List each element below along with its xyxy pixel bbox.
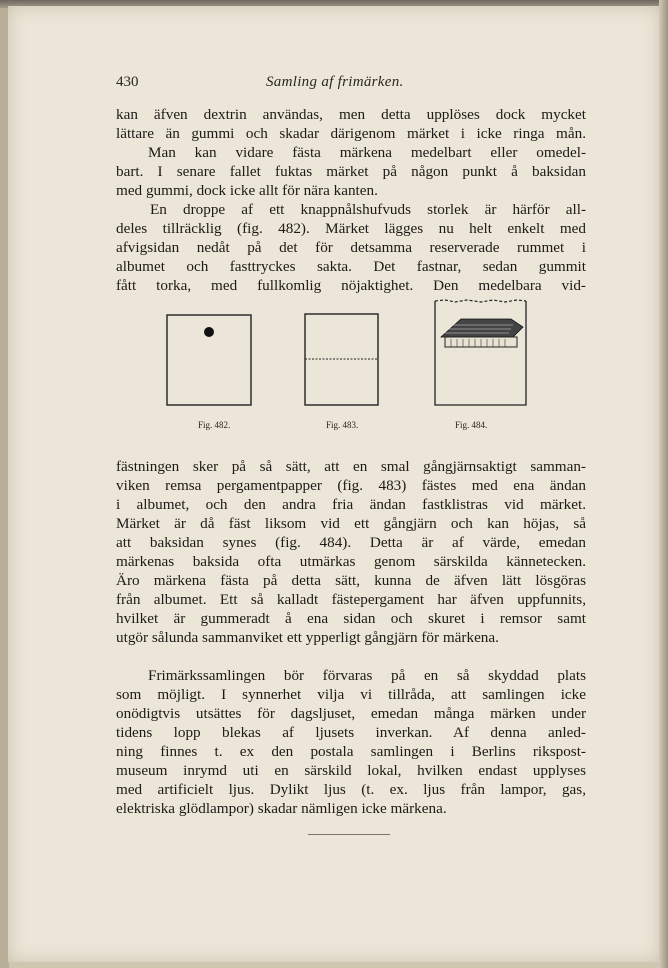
page-header <box>116 74 586 96</box>
text-line: tidens lopp blekas af ljusets inverkan. Af denna anled- <box>116 724 586 741</box>
text-line: bart. I senare fallet fuktas märket på någon punkt å baksidan <box>116 163 586 180</box>
stamp-frame <box>435 301 526 405</box>
fig-484-caption: Fig. 484. <box>455 420 488 430</box>
text-line: från albumet. Ett så kalladt fästepergament har äfven uppfunnits, <box>116 591 586 608</box>
page-number: 430 <box>116 74 139 90</box>
figure-482 <box>164 312 254 408</box>
text-line: En droppe af ett knappnålshufvuds storlek är härför all- <box>150 201 586 218</box>
text-line: ning finnes t. ex den postala samlingen i Berlins rikspost- <box>116 743 586 760</box>
figure-484 <box>431 297 531 409</box>
end-rule <box>308 834 390 835</box>
gum-drop <box>204 327 214 337</box>
text-line: utgör sålunda sammanviket ett ypperligt gångjärn för märkena. <box>116 629 499 646</box>
text-line: Äro märkena fästa på detta sätt, kunna de äfven lätt lösgöras <box>116 572 586 589</box>
lifted-stamp <box>441 319 523 337</box>
running-title: Samling af frimärken. <box>266 74 404 90</box>
text-line: elektriska glödlampor) skadar nämligen icke märkena. <box>116 800 447 817</box>
text-line: fästningen sker på så sätt, att en smal gångjärnsaktigt samman- <box>116 458 586 475</box>
text-line: museum inrymd uti en särskild lokal, hvilken endast upplyses <box>116 762 586 779</box>
text-line: hvilket är gummeradt å ena sidan och skuret i remsor samt <box>116 610 586 627</box>
text-line: deles tillräcklig (fig. 482). Märket lägges nu helt enkelt med <box>116 220 586 237</box>
stamp-top-edge <box>435 300 526 302</box>
text-line: viken remsa pergamentpapper (fig. 483) fästes med ena ändan <box>116 477 586 494</box>
text-line: Man kan vidare fästa märkena medelbart eller omedel- <box>148 144 586 161</box>
text-line: onödigtvis utsättes för dagsljuset, emedan många märken under <box>116 705 586 722</box>
text-line: märkenas baksida ofta utmärkas genom särskilda kännetecken. <box>116 553 586 570</box>
text-line: albumet och fasttryckes sakta. Det fastnar, sedan gummit <box>116 258 586 275</box>
figure-483 <box>302 311 382 409</box>
text-line: med artificielt ljus. Dylikt ljus (t. ex. ljus från lampor, gas, <box>116 781 586 798</box>
book-fore-edge <box>659 0 668 968</box>
text-line: Märket är då fäst liksom vid ett gångjärn och kan höjas, så <box>116 515 586 532</box>
text-line: lättare än gummi och skadar därigenom märket i icke ringa mån. <box>116 125 586 142</box>
fig-482-caption: Fig. 482. <box>198 420 231 430</box>
text-line: att baksidan synes (fig. 484). Detta är af värde, emedan <box>116 534 586 551</box>
text-line: fått torka, med fullkomlig nöjaktighet. Den medelbara vid- <box>116 277 586 294</box>
text-line: som möjligt. I synnerhet vilja vi tillråda, att samlingen icke <box>116 686 586 703</box>
text-line: i albumet, och den andra fria ändan fastklistras vid märket. <box>116 496 586 513</box>
text-line: med gummi, dock icke allt för nära kanten. <box>116 182 378 199</box>
text-line: afvigsidan nedåt på det för detsamma reserverade rummet i <box>116 239 586 256</box>
text-line: kan äfven dextrin användas, men detta upplöses dock mycket <box>116 106 586 123</box>
text-line: Frimärkssamlingen bör förvaras på en så skyddad plats <box>148 667 586 684</box>
fig-483-caption: Fig. 483. <box>326 420 359 430</box>
